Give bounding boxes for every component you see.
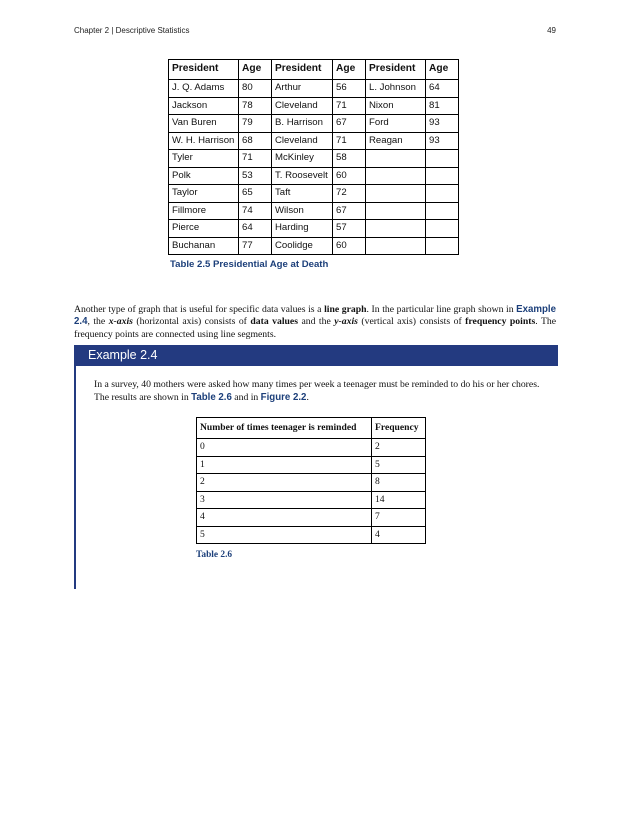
page-number: 49 xyxy=(547,26,556,35)
table-cell: 53 xyxy=(239,167,272,185)
table-row xyxy=(197,474,426,492)
column-header: President xyxy=(366,60,426,80)
table-cell: 67 xyxy=(333,115,366,133)
table-cell: Buchanan xyxy=(169,237,239,255)
table-cell: 14 xyxy=(372,491,426,509)
table-row xyxy=(197,526,426,544)
table-cell: 4 xyxy=(372,526,426,544)
term-data-values: data values xyxy=(250,316,298,328)
example-box xyxy=(74,345,558,589)
table-cell xyxy=(366,167,426,185)
term-line-graph: line graph xyxy=(324,303,367,315)
running-head xyxy=(74,26,556,35)
example-link[interactable]: Example 2.4 xyxy=(74,303,556,328)
table-cell: 77 xyxy=(239,237,272,255)
text-span: Another type of graph that is useful for specific data values is a xyxy=(74,303,325,315)
table-cell xyxy=(366,185,426,203)
table-cell: 7 xyxy=(372,509,426,527)
term-frequency-points: frequency points xyxy=(465,316,536,328)
column-header: Age xyxy=(333,60,366,80)
table-cell xyxy=(366,237,426,255)
table-cell: Jackson xyxy=(169,97,239,115)
table-caption: Table 2.6 xyxy=(196,550,233,560)
table-cell: 57 xyxy=(333,220,366,238)
table-cell: J. Q. Adams xyxy=(169,80,239,98)
table-cell: 8 xyxy=(372,474,426,492)
table-row xyxy=(169,202,459,220)
table-cell xyxy=(366,220,426,238)
table-cell: 5 xyxy=(197,526,372,544)
table-cell: 65 xyxy=(239,185,272,203)
table-cell: Harding xyxy=(272,220,333,238)
table-cell: 4 xyxy=(197,509,372,527)
table-cell: Reagan xyxy=(366,132,426,150)
table-cell: Arthur xyxy=(272,80,333,98)
table-cell xyxy=(366,150,426,168)
table-row xyxy=(169,237,459,255)
text-span: . xyxy=(306,391,309,403)
table-cell: 60 xyxy=(333,237,366,255)
table-cell: T. Roosevelt xyxy=(272,167,333,185)
table-cell xyxy=(426,220,459,238)
table-cell: 60 xyxy=(333,167,366,185)
table-cell: 5 xyxy=(372,456,426,474)
table-cell: Taft xyxy=(272,185,333,203)
example-title: Example 2.4 xyxy=(76,345,558,366)
table-cell: 64 xyxy=(239,220,272,238)
table-cell: 64 xyxy=(426,80,459,98)
text-span: . The frequency points are connected using line segments. xyxy=(74,316,557,340)
table-cell: 74 xyxy=(239,202,272,220)
table-cell: B. Harrison xyxy=(272,115,333,133)
table-cell: 56 xyxy=(333,80,366,98)
table-row xyxy=(169,220,459,238)
table-cell: 3 xyxy=(197,491,372,509)
table-header-row xyxy=(169,60,459,80)
table-cell: 68 xyxy=(239,132,272,150)
table-cell: Pierce xyxy=(169,220,239,238)
text-span: (vertical axis) consists of xyxy=(357,316,466,328)
text-span: , the xyxy=(87,316,109,328)
chapter-title: Chapter 2 | Descriptive Statistics xyxy=(74,26,190,35)
table-cell: Taylor xyxy=(169,185,239,203)
table-cell xyxy=(426,150,459,168)
column-header: Age xyxy=(239,60,272,80)
column-header: Number of times teenager is reminded xyxy=(197,418,372,439)
table-row xyxy=(197,509,426,527)
table-cell: Tyler xyxy=(169,150,239,168)
table-cell: Fillmore xyxy=(169,202,239,220)
table-cell: 93 xyxy=(426,115,459,133)
frequency-table xyxy=(196,417,426,544)
table-cell: 79 xyxy=(239,115,272,133)
body-paragraph xyxy=(74,304,556,342)
table-cell: McKinley xyxy=(272,150,333,168)
table-row xyxy=(169,167,459,185)
table-link[interactable]: Table 2.6 xyxy=(191,391,232,403)
table-cell: 0 xyxy=(197,439,372,457)
table-row xyxy=(197,439,426,457)
presidents-age-table xyxy=(168,59,459,255)
table-row xyxy=(169,97,459,115)
table-cell: W. H. Harrison xyxy=(169,132,239,150)
table-cell xyxy=(426,167,459,185)
term-x-axis: x-axis xyxy=(108,316,133,328)
table-cell: 58 xyxy=(333,150,366,168)
table-row xyxy=(169,115,459,133)
table-cell: 93 xyxy=(426,132,459,150)
table-cell: 81 xyxy=(426,97,459,115)
text-span: . In the particular line graph shown in xyxy=(366,303,517,315)
example-text xyxy=(94,379,554,405)
table-row xyxy=(169,150,459,168)
text-span: and in xyxy=(231,391,261,403)
table-row xyxy=(197,456,426,474)
table-cell xyxy=(366,202,426,220)
table-cell: Van Buren xyxy=(169,115,239,133)
table-cell: Polk xyxy=(169,167,239,185)
table-cell: Cleveland xyxy=(272,132,333,150)
table-cell xyxy=(426,202,459,220)
text-span: (horizontal axis) consists of xyxy=(132,316,251,328)
column-header: President xyxy=(272,60,333,80)
term-y-axis: y-axis xyxy=(334,316,358,328)
text-span: In a survey, 40 mothers were asked how many times per week a teenager must be reminded to do his or her chores. The results are shown in xyxy=(94,379,540,403)
figure-link[interactable]: Figure 2.2 xyxy=(260,391,307,403)
table-cell: 67 xyxy=(333,202,366,220)
table-cell: Wilson xyxy=(272,202,333,220)
table-cell xyxy=(426,185,459,203)
table-cell: 72 xyxy=(333,185,366,203)
column-header: Age xyxy=(426,60,459,80)
table-cell: 78 xyxy=(239,97,272,115)
table-header-row xyxy=(197,418,426,439)
table-cell: 80 xyxy=(239,80,272,98)
table-cell xyxy=(426,237,459,255)
table-cell: 1 xyxy=(197,456,372,474)
table-caption: Table 2.5 Presidential Age at Death xyxy=(170,259,329,270)
table-cell: L. Johnson xyxy=(366,80,426,98)
table-row xyxy=(169,80,459,98)
table-row xyxy=(169,185,459,203)
table-cell: Nixon xyxy=(366,97,426,115)
table-cell: 71 xyxy=(333,132,366,150)
column-header: President xyxy=(169,60,239,80)
table-cell: 71 xyxy=(333,97,366,115)
text-span: and the xyxy=(298,316,335,328)
column-header: Frequency xyxy=(372,418,426,439)
table-cell: 2 xyxy=(197,474,372,492)
table-cell: 71 xyxy=(239,150,272,168)
table-cell: 2 xyxy=(372,439,426,457)
table-cell: Cleveland xyxy=(272,97,333,115)
table-cell: Ford xyxy=(366,115,426,133)
table-row xyxy=(197,491,426,509)
table-cell: Coolidge xyxy=(272,237,333,255)
table-row xyxy=(169,132,459,150)
